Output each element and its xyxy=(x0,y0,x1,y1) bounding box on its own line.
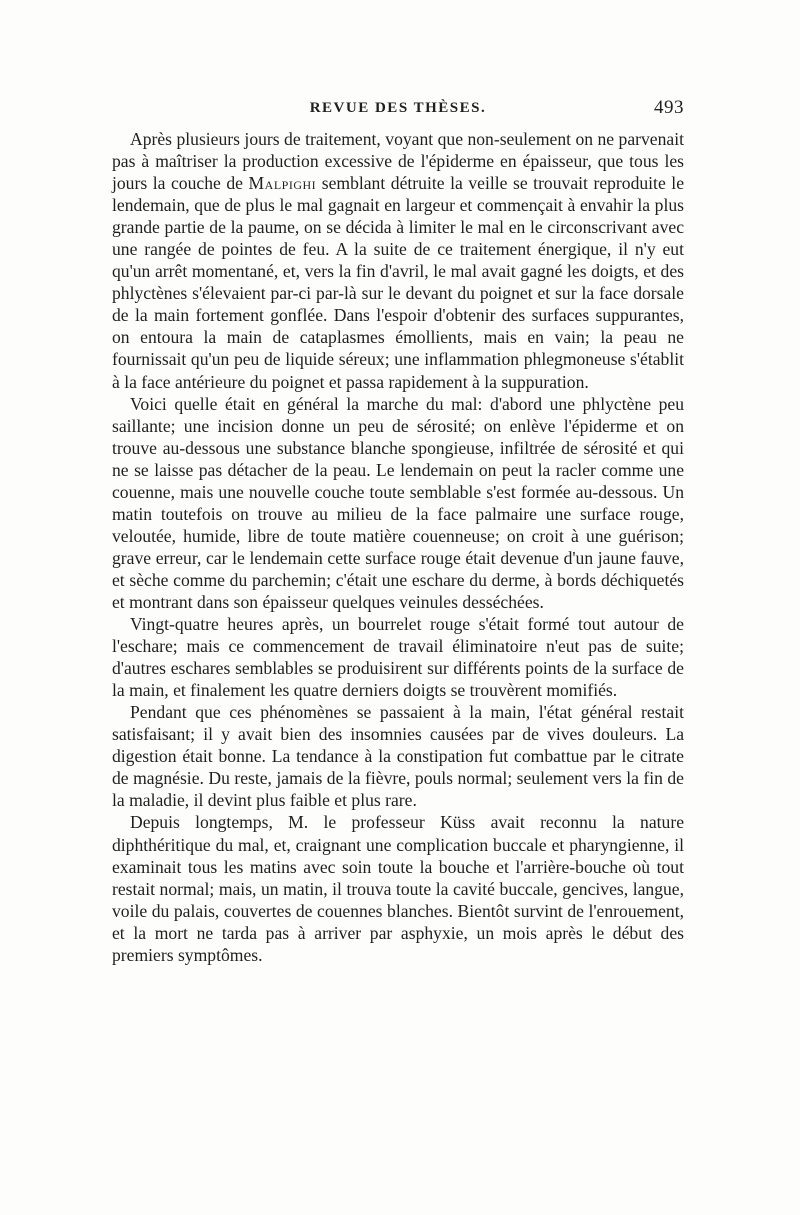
paragraph-text: Après plusieurs jours de traitement, voyant que non-seulement on ne parvenait pas à maîtriser la production excessive de l'épiderme en épaisseur, que tous les jours la couche de xyxy=(112,129,684,194)
paragraph xyxy=(112,128,684,393)
paragraph: Depuis longtemps, M. le professeur Küss avait reconnu la nature diphthéritique du mal, et, craignant une complication buccale et pharyngienne, il examinait tous les matins avec soin toute la bouche et l'arrière-bouche où tout restait normal; mais, un matin, il trouva toute la cavité buccale, gencives, langue, voile du palais, couvertes de couennes blanches. Bientôt survint de l'enrouement, et la mort ne tarda pas à arriver par asphyxie, un mois après le début des premiers symptômes. xyxy=(112,812,684,965)
paragraph: Vingt-quatre heures après, un bourrelet rouge s'était formé tout autour de l'eschare; mais ce commencement de travail éliminatoire n'eut pas de suite; d'autres eschares semblables se produisirent sur différents points de la surface de la main, et finalement les quatre derniers doigts se trouvèrent momifiés. xyxy=(112,614,684,701)
page-header xyxy=(112,97,684,128)
page-number: 493 xyxy=(654,97,684,118)
body-text xyxy=(112,128,684,966)
paragraph-text: semblant détruite la veille se trouvait reproduite le lendemain, que de plus le mal gagnait en largeur et commençait à envahir la plus grande partie de la paume, on se décida à limiter le mal en le circonscrivant avec une rangée de pointes de feu. A la suite de ce traitement énergique, il n'y eut qu'un arrêt momentané, et, vers la fin d'avril, le mal avait gagné les doigts, et des phlyctènes s'élevaient par-ci par-là sur le devant du poignet et sur la face dorsale de la main fortement gonflée. Dans l'espoir d'obtenir des surfaces suppurantes, on entoura la main de cataplasmes émollients, mais en vain; la peau ne fournissait qu'un peu de liquide séreux; une inflammation phlegmoneuse s'établit à la face antérieure du poignet et passa rapidement à la suppuration. xyxy=(112,173,685,392)
paragraph: Voici quelle était en général la marche du mal: d'abord une phlyctène peu saillante; une incision donne un peu de sérosité; on enlève l'épiderme et on trouve au-dessous une substance blanche spongieuse, infiltrée de sérosité et qui ne se laisse pas détacher de la peau. Le lendemain on peut la racler comme une couenne, mais une nouvelle couche toute semblable s'est formée au-dessous. Un matin toutefois on trouve au milieu de la face palmaire une surface rouge, veloutée, humide, libre de toute matière couenneuse; on croit à une guérison; grave erreur, car le lendemain cette surface rouge était devenue d'un jaune fauve, et sèche comme du parchemin; c'était une eschare du derme, à bords déchiquetés et montrant dans son épaisseur quelques veinules desséchées. xyxy=(112,393,684,612)
paragraph: Pendant que ces phénomènes se passaient à la main, l'état général restait satisfaisant; il y avait bien des insomnies causées par de vives douleurs. La digestion était bonne. La tendance à la constipation fut combattue par le citrate de magnésie. Du reste, jamais de la fièvre, pouls normal; seulement vers la fin de la maladie, il devint plus faible et plus rare. xyxy=(112,702,684,811)
running-head: REVUE DES THÈSES. xyxy=(309,100,487,116)
author-name: Malpighi xyxy=(248,173,317,194)
